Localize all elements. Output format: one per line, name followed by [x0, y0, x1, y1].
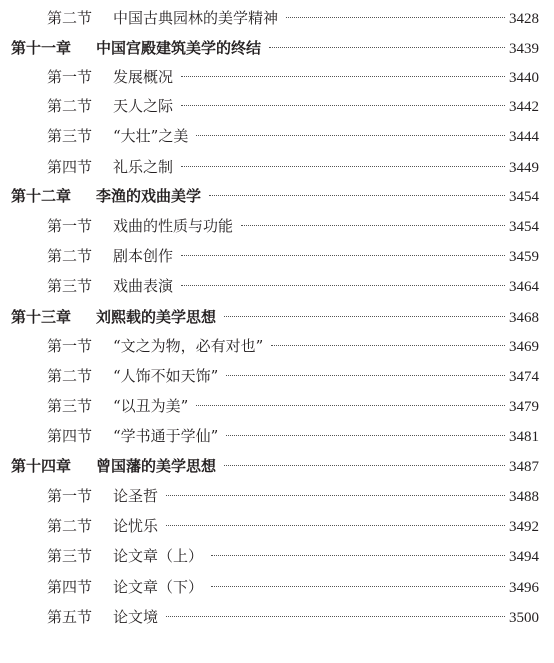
dot-leader	[181, 166, 505, 167]
chapter-title: 李渔的戏曲美学	[96, 187, 202, 205]
page-number: 3440	[509, 70, 539, 86]
dot-leader	[181, 105, 505, 106]
chapter-number: 第十三章	[11, 308, 72, 326]
chapter-number: 第十二章	[11, 187, 72, 205]
toc-section-entry[interactable]	[47, 156, 539, 178]
dot-leader	[166, 495, 505, 496]
dot-leader	[196, 135, 505, 136]
section-number: 第五节	[47, 608, 93, 626]
chapter-title: 中国宫殿建筑美学的终结	[96, 39, 262, 57]
chapter-title: 刘熙载的美学思想	[96, 308, 217, 326]
section-number: 第四节	[47, 158, 93, 176]
dot-leader	[181, 255, 505, 256]
dot-leader	[286, 17, 505, 18]
dot-leader	[211, 555, 505, 556]
section-title: 论文章（下）	[113, 578, 204, 596]
page-number: 3500	[509, 610, 539, 626]
page-number: 3481	[509, 429, 539, 445]
toc-section-entry[interactable]	[47, 245, 539, 267]
section-title: 礼乐之制	[113, 158, 174, 176]
dot-leader	[224, 316, 505, 317]
section-title: 戏曲表演	[113, 277, 174, 295]
section-number: 第四节	[47, 578, 93, 596]
toc-chapter-entry[interactable]	[11, 37, 539, 59]
toc-section-entry[interactable]	[47, 215, 539, 237]
page-number: 3474	[509, 369, 539, 385]
section-title: 中国古典园林的美学精神	[113, 9, 279, 27]
toc-section-entry[interactable]	[47, 515, 539, 537]
toc-section-entry[interactable]	[47, 125, 539, 147]
toc-section-entry[interactable]	[47, 606, 539, 628]
page-number: 3487	[509, 459, 539, 475]
dot-leader	[181, 76, 505, 77]
page-number: 3494	[509, 549, 539, 565]
section-number: 第二节	[47, 247, 93, 265]
page-number: 3479	[509, 399, 539, 415]
toc-section-entry[interactable]	[47, 7, 539, 29]
section-title: 论文境	[113, 608, 159, 626]
dot-leader	[269, 47, 505, 48]
section-number: 第二节	[47, 517, 93, 535]
toc-section-entry[interactable]	[47, 365, 539, 387]
page-number: 3469	[509, 339, 539, 355]
section-title: 天人之际	[113, 97, 174, 115]
section-title: “大壮”之美	[113, 127, 189, 145]
page-number: 3464	[509, 279, 539, 295]
toc-section-entry[interactable]	[47, 485, 539, 507]
section-number: 第三节	[47, 547, 93, 565]
dot-leader	[226, 435, 505, 436]
page-number: 3454	[509, 219, 539, 235]
section-number: 第四节	[47, 427, 93, 445]
page-number: 3439	[509, 41, 539, 57]
dot-leader	[241, 225, 505, 226]
dot-leader	[211, 586, 505, 587]
page-number: 3488	[509, 489, 539, 505]
page-number: 3449	[509, 160, 539, 176]
toc-section-entry[interactable]	[47, 576, 539, 598]
section-title: 戏曲的性质与功能	[113, 217, 234, 235]
section-number: 第一节	[47, 487, 93, 505]
section-title: “文之为物，必有对也”	[113, 337, 264, 355]
page-number: 3492	[509, 519, 539, 535]
section-title: 论圣哲	[113, 487, 159, 505]
dot-leader	[226, 375, 505, 376]
section-title: 发展概况	[113, 68, 174, 86]
section-title: “人饰不如天饰”	[113, 367, 219, 385]
section-number: 第三节	[47, 277, 93, 295]
section-number: 第一节	[47, 337, 93, 355]
dot-leader	[166, 616, 505, 617]
toc-section-entry[interactable]	[47, 66, 539, 88]
section-number: 第二节	[47, 97, 93, 115]
page-number: 3428	[509, 11, 539, 27]
toc-chapter-entry[interactable]	[11, 185, 539, 207]
section-number: 第二节	[47, 9, 93, 27]
section-number: 第三节	[47, 397, 93, 415]
chapter-number: 第十一章	[11, 39, 72, 57]
section-title: 论忧乐	[113, 517, 159, 535]
section-number: 第二节	[47, 367, 93, 385]
chapter-title: 曾国藩的美学思想	[96, 457, 217, 475]
section-title: “以丑为美”	[113, 397, 189, 415]
toc-section-entry[interactable]	[47, 275, 539, 297]
toc-section-entry[interactable]	[47, 95, 539, 117]
section-title: 剧本创作	[113, 247, 174, 265]
page-number: 3468	[509, 310, 539, 326]
section-title: “学书通于学仙”	[113, 427, 219, 445]
dot-leader	[181, 285, 505, 286]
section-number: 第一节	[47, 217, 93, 235]
dot-leader	[166, 525, 505, 526]
section-title: 论文章（上）	[113, 547, 204, 565]
page-number: 3459	[509, 249, 539, 265]
section-number: 第三节	[47, 127, 93, 145]
toc-section-entry[interactable]	[47, 335, 539, 357]
page-number: 3444	[509, 129, 539, 145]
toc-section-entry[interactable]	[47, 425, 539, 447]
page-number: 3454	[509, 189, 539, 205]
dot-leader	[271, 345, 505, 346]
toc-chapter-entry[interactable]	[11, 455, 539, 477]
dot-leader	[224, 465, 505, 466]
toc-section-entry[interactable]	[47, 395, 539, 417]
page-number: 3496	[509, 580, 539, 596]
chapter-number: 第十四章	[11, 457, 72, 475]
page-number: 3442	[509, 99, 539, 115]
section-number: 第一节	[47, 68, 93, 86]
toc-chapter-entry[interactable]	[11, 306, 539, 328]
dot-leader	[196, 405, 505, 406]
dot-leader	[209, 195, 505, 196]
toc-section-entry[interactable]	[47, 545, 539, 567]
